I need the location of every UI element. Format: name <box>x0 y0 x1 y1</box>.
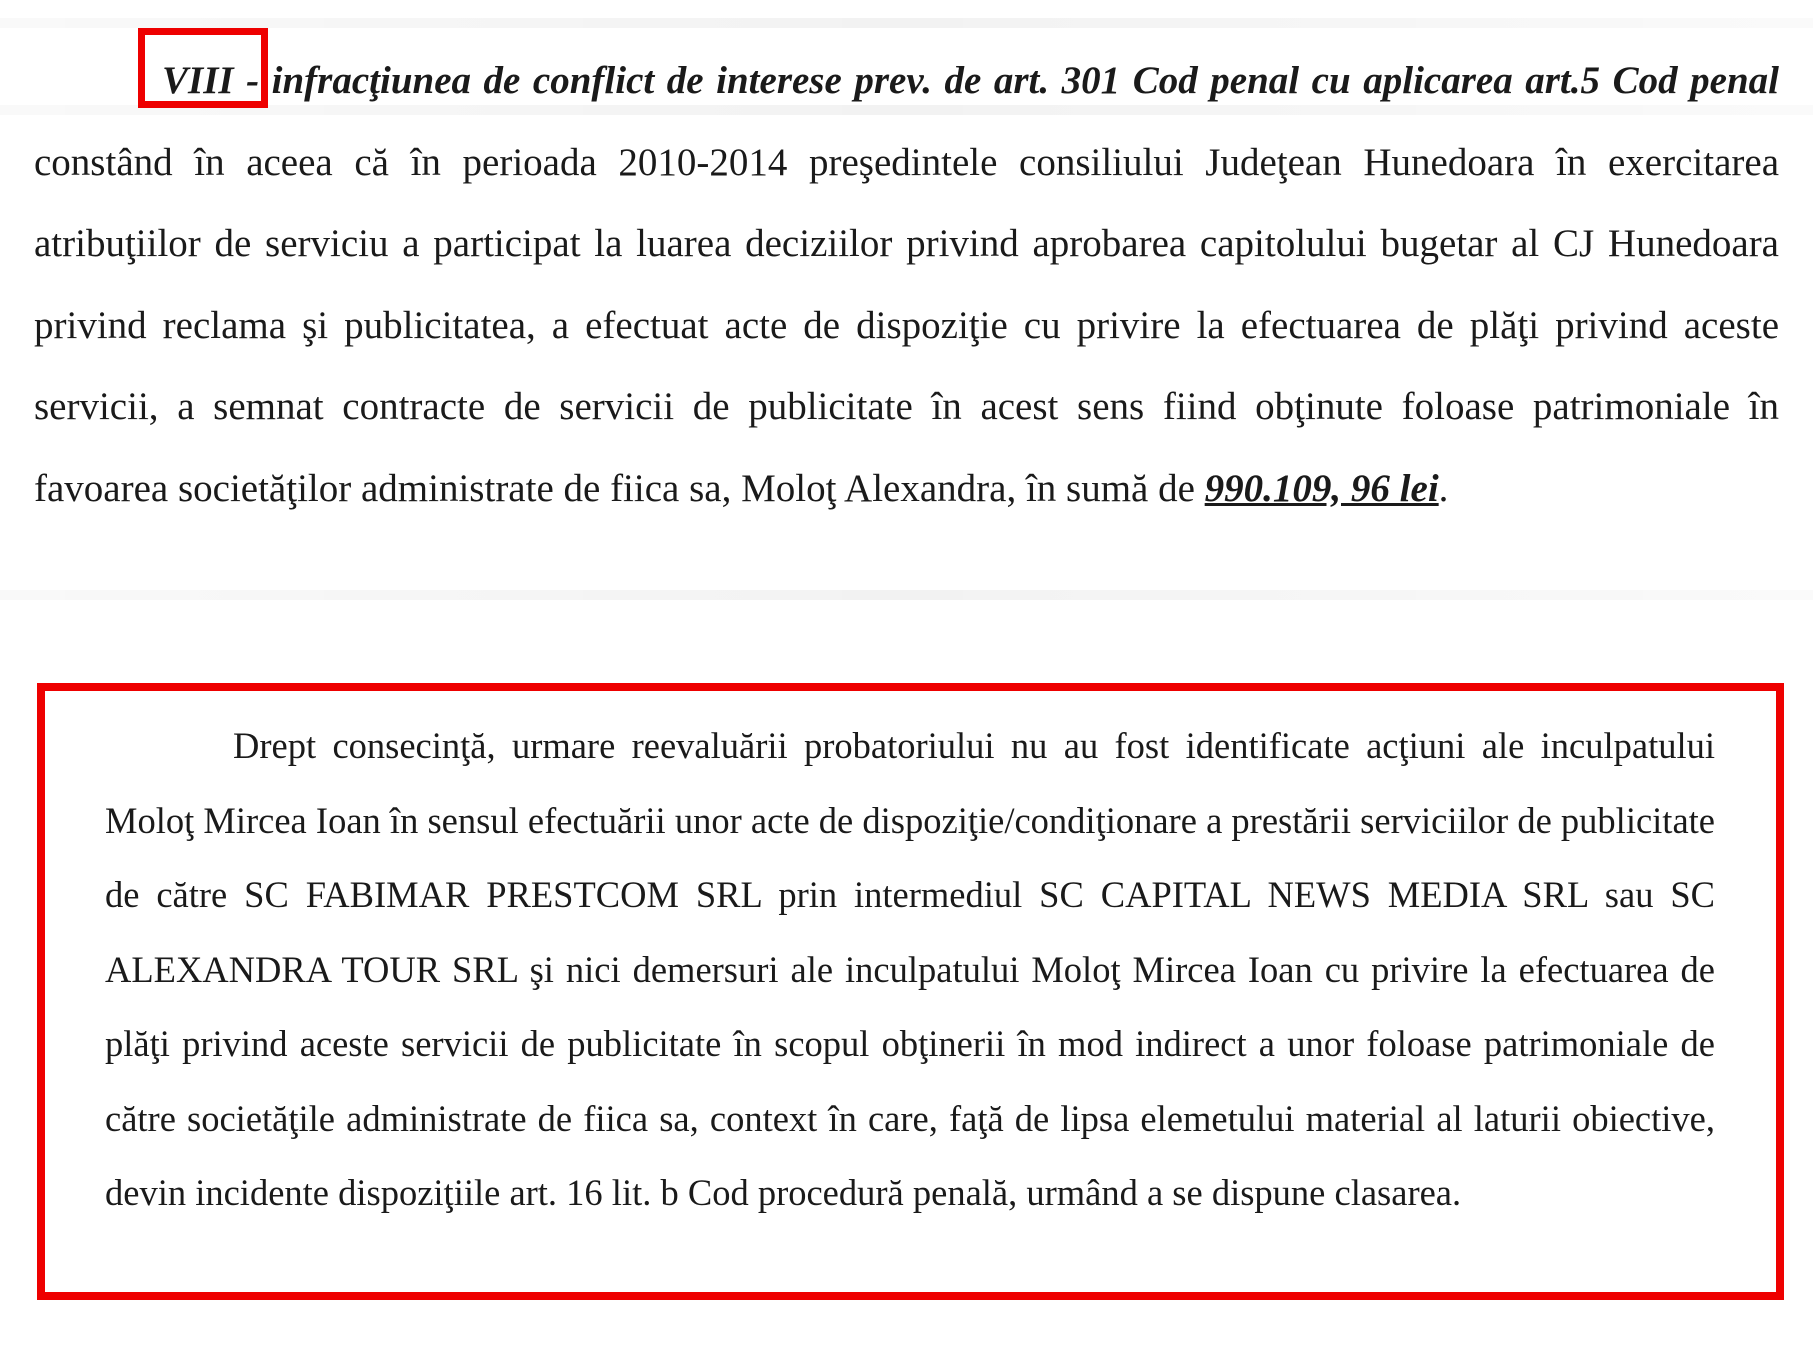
section-viii-text <box>34 40 1779 529</box>
highlighted-paragraph-text: Drept consecinţă, urmare reevaluării probatoriului nu au fost identificate acţiuni ale inculpatului Moloţ Mircea Ioan în sensul efectuării unor acte de dispoziţie/condiţionare a prestării serviciilor de publicitate de către SC FABIMAR PRESTCOM SRL prin intermediul SC CAPITAL NEWS MEDIA SRL sau SC ALEXANDRA TOUR SRL şi nici demersuri ale inculpatului Moloţ Mircea Ioan cu privire la efectuarea de plăţi privind aceste servicii de publicitate în scopul obţinerii în mod indirect a unor foloase patrimoniale de către societăţile administrate de fiica sa, context în care, faţă de lipsa elemetului material al laturii obiective, devin incidente dispoziţiile art. 16 lit. b Cod procedură penală, urmând a se dispune clasarea. <box>105 725 1715 1213</box>
offense-description: constând în aceea că în perioada 2010-2014 preşedintele consiliului Judeţean Hunedoara în exercitarea atribuţiilor de serviciu a participat la luarea deciziilor privind aprobarea capitolului bugetar al CJ Hunedoara privind reclama şi publicitatea, a efectuat acte de dispoziţie cu privire la efectuarea de plăţi privind aceste servicii, a semnat contracte de servicii de publicitate în acest sens fiind obţinute foloase patrimoniale în favoarea societăţilor administrate de fiica sa, Moloţ Alexandra, în sumă de <box>34 140 1779 510</box>
highlighted-paragraph-box <box>37 683 1784 1300</box>
offense-heading-continued: Cod penal <box>1612 59 1779 102</box>
section-viii-paragraph <box>34 40 1779 529</box>
page-show-through <box>0 18 1813 28</box>
roman-numeral: VIII - <box>162 59 260 102</box>
sentence-end: . <box>1438 466 1449 510</box>
offense-heading: infracţiunea de conflict de interese prev. de art. 301 Cod penal cu aplicarea art.5 <box>259 59 1601 102</box>
page-show-through <box>0 590 1813 600</box>
amount-value: 990.109, 96 lei <box>1204 466 1439 510</box>
